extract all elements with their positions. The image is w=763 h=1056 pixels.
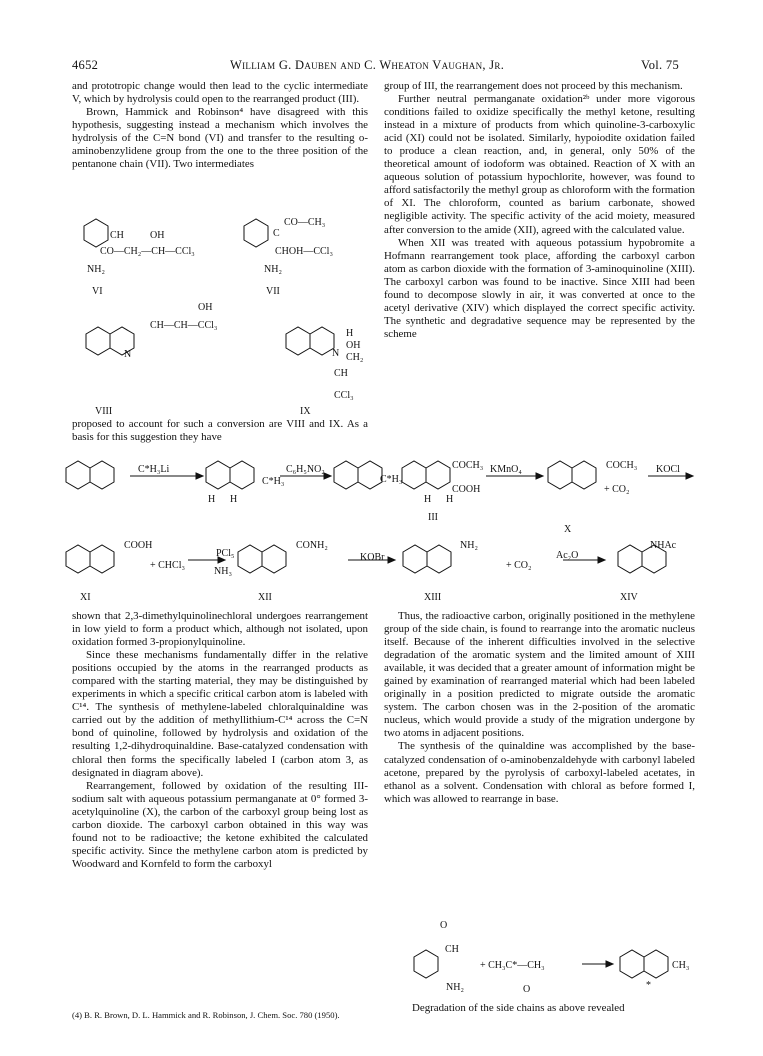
scheme-label: H: [446, 494, 454, 505]
scheme-label: NH₃: [214, 566, 232, 577]
left-column-top: [72, 80, 368, 171]
struct-vii-nh2: NH₂: [264, 264, 282, 275]
compound-label-xiii: XIII: [424, 592, 442, 603]
compound-label-xii: XII: [258, 592, 272, 603]
paragraph: Brown, Hammick and Robinson⁴ have disagreed with this hypothesis, suggesting instead a mechanism which involves the hydrolysis of the C=N bond (VI) and transfer to the resulting o-aminobenzylidene group from the one to the three position of the pentanone chain (VII). Two intermediates: [72, 106, 368, 171]
final-reagent: + CH₃C*—CH₃: [480, 960, 545, 971]
struct-ix-ccl3: CCl₃: [334, 390, 354, 401]
compound-label-x: X: [564, 524, 572, 535]
scheme-label: C*H₃: [380, 474, 403, 485]
reagent-label: C*H₃Li: [138, 464, 170, 475]
quinoline-ring-icon: [620, 950, 644, 978]
scheme-label: COOH: [124, 540, 153, 551]
final-ch: CH: [445, 944, 459, 955]
struct-ix-ch: CH: [334, 368, 348, 379]
paragraph: proposed to account for such a conversion are VIII and IX. As a basis for this suggestion they have: [72, 418, 368, 444]
paragraph: Degradation of the side chains as above revealed: [412, 1002, 625, 1014]
reagent-label: KOBr: [360, 552, 385, 563]
struct-vi-nh2: NH₂: [87, 264, 105, 275]
scheme-label: H: [208, 494, 216, 505]
right-column-top: [384, 80, 695, 341]
compound-label-iii: III: [428, 512, 438, 523]
struct-ix-n: N: [332, 348, 340, 359]
scheme-label: C*H₃: [262, 476, 285, 487]
reagent-label: PCl₅: [216, 548, 235, 559]
right-column-bottom: [384, 610, 695, 806]
footnote: (4) B. R. Brown, D. L. Hammick and R. Robinson, J. Chem. Soc. 780 (1950).: [72, 1010, 340, 1020]
struct-vi-chain: CO—CH₂—CH—CCl₃: [100, 246, 195, 257]
struct-viii-oh: OH: [198, 302, 213, 313]
scheme-label: NHAc: [650, 540, 677, 551]
struct-vi-oh: OH: [150, 230, 165, 241]
struct-vii-chain: CHOH—CCl₃: [275, 246, 333, 257]
benzene-ring-icon: [244, 219, 268, 247]
final-ch3: CH₃: [672, 960, 690, 971]
compound-label-xi: XI: [80, 592, 91, 603]
paragraph: shown that 2,3-dimethylquinolinechloral undergoes rearrangement in low yield to form a product which, although not isolated, upon oxidation formed 3-propionylquinoline.: [72, 610, 368, 649]
reagent-label: KMnO₄: [490, 464, 522, 475]
struct-vi-ch: CH: [110, 230, 124, 241]
paragraph: When XII was treated with aqueous potassium hypobromite a Hofmann rearrangement took place, affording the carboxyl carbon atom as carbon dioxide with the formation of 3-aminoquinoline (XIII). The carboxyl carbon was found to be inactive. Since XIII had been found to decompose slowly in air, it was converted at once to the acetyl derivative (XIV) which displayed the correct specific activity. The synthetic and degradative sequence may be represented by the scheme: [384, 236, 695, 340]
paragraph: Further neutral permanganate oxidation²ᵇ under more vigorous conditions failed to oxidize specifically the methyl ketone, resulting instead in a mixture of products from which quinoline-3-carboxylic acid (XI) could not be isolated. Similarly, hypoiodite oxidation failed to produce a clean reaction, and, in general, only 50% of the theoretical amount of iodoform was obtained. Reaction of X with an aqueous solution of potassium hypochlorite, however, was found to afford satisfactorily the methyl group as chloroform with the formation of XI. The chloroform, counted as barium carbonate, showed negligible activity. The specific activity of the acid moiety, measured after conversion to the amide (XII), agreed with the calculated value.: [384, 93, 695, 236]
scheme-label: COOH: [452, 484, 481, 495]
benzene-ring-icon: [414, 950, 438, 978]
struct-ix-h: H: [346, 328, 354, 339]
page-number: 4652: [72, 58, 99, 72]
scheme-label: H: [424, 494, 432, 505]
paragraph: and prototropic change would then lead to the cyclic intermediate V, which by hydrolysis could open to the rearranged product (III).: [72, 80, 368, 106]
structures-viii-ix: [72, 318, 372, 418]
right-column-last: [398, 1002, 695, 1015]
quinoline-ring-icon: [86, 327, 110, 355]
struct-vii-coch3: CO—CH₃: [284, 217, 326, 228]
reagent-label: KOCl: [656, 464, 680, 475]
final-nh2: NH₂: [446, 982, 464, 993]
paragraph: The synthesis of the quinaldine was accomplished by the base-catalyzed condensation of o-aminobenzaldehyde with carbonyl labeled acetone, prepared by the pyrolysis of carboxyl-labeled acetates, in ethanol as a solvent. Condensation with chloral as before formed I, which was allowed to rearrange in base.: [384, 740, 695, 805]
scheme-label: + CO₂: [604, 484, 630, 495]
left-column-bottom: [72, 610, 368, 871]
compound-label-xiv: XIV: [620, 592, 638, 603]
left-column-after-structures: [72, 418, 368, 444]
scheme-label: CONH₂: [296, 540, 328, 551]
paragraph: group of III, the rearrangement does not proceed by this mechanism.: [384, 80, 683, 92]
scheme-label: COCH₃: [606, 460, 638, 471]
struct-viii-chain: CH—CH—CCl₃: [150, 320, 218, 331]
paragraph: Rearrangement, followed by oxidation of the resulting III-sodium salt with aqueous potassium permanganate at 0° formed 3-acetylquinoline (X), the carbon of the carboxyl group being lost as carbon dioxide. The carboxyl carbon obtained in this way was found not to be radioactive; the ketone exhibited the calculated specific activity. Since the methylene carbon atom is predicted by Woodward and Kornfeld to form the carboxyl: [72, 779, 368, 870]
struct-viii-n: N: [124, 349, 132, 360]
final-o2: O: [523, 984, 531, 995]
struct-viii-label: VIII: [95, 406, 113, 417]
volume-label: Vol. 75: [641, 58, 679, 72]
struct-vii-c: C: [273, 228, 280, 239]
quinoline-ring-icon: [286, 327, 310, 355]
struct-vi-label: VI: [92, 286, 103, 297]
final-star: *: [646, 980, 651, 991]
scheme-label: + CHCl₃: [150, 560, 185, 571]
final-o: O: [440, 920, 448, 931]
struct-ix-ch2: CH₂: [346, 352, 364, 363]
benzene-ring-icon: [84, 219, 108, 247]
paragraph: Since these mechanisms fundamentally differ in the relative positions occupied by the atoms in the rearranged products as compared with the starting material, they may be distinguished by experiments in which a specific critical carbon atom is labeled with C¹⁴. The synthesis of methylene-labeled chloralquinaldine was carried out by the addition of methyllithium-C¹⁴ across the C=N bond of quinoline, followed by hydrolysis and oxidation of the resulting 1,2-dihydroquinaldine. Base-catalyzed condensation with chloral then forms the specifically labeled I (carbon atom 3, as designated in diagram above).: [72, 649, 368, 779]
scheme-label: NH₂: [460, 540, 478, 551]
running-authors: William G. Dauben and C. Wheaton Vaughan, Jr.: [230, 58, 505, 72]
reagent-label: Ac₂O: [556, 550, 579, 561]
scheme-label: H: [230, 494, 238, 505]
scheme-label: + CO₂: [506, 560, 532, 571]
struct-ix-oh: OH: [346, 340, 361, 351]
scheme-label: COCH₃: [452, 460, 484, 471]
struct-ix-label: IX: [300, 406, 311, 417]
paragraph: Thus, the radioactive carbon, originally positioned in the methylene group of the side chain, is found to rearrange into the aromatic nucleus itself. Because of the inherent difficulties involved in the selective degradation of the aromatic system and the limited amount of XIII available, it was decided that a greater amount of information might be gained by examination of rearranged material which had been labeled originally in a position predicted to migrate outside the aromatic system. The carbon chosen was in the 2-position of the aromatic nucleus, which would provide a study of the migration undergone by two atoms in adjacent positions.: [384, 610, 695, 740]
struct-vii-label: VII: [266, 286, 280, 297]
reagent-label: C₆H₅NO₂: [286, 464, 325, 475]
